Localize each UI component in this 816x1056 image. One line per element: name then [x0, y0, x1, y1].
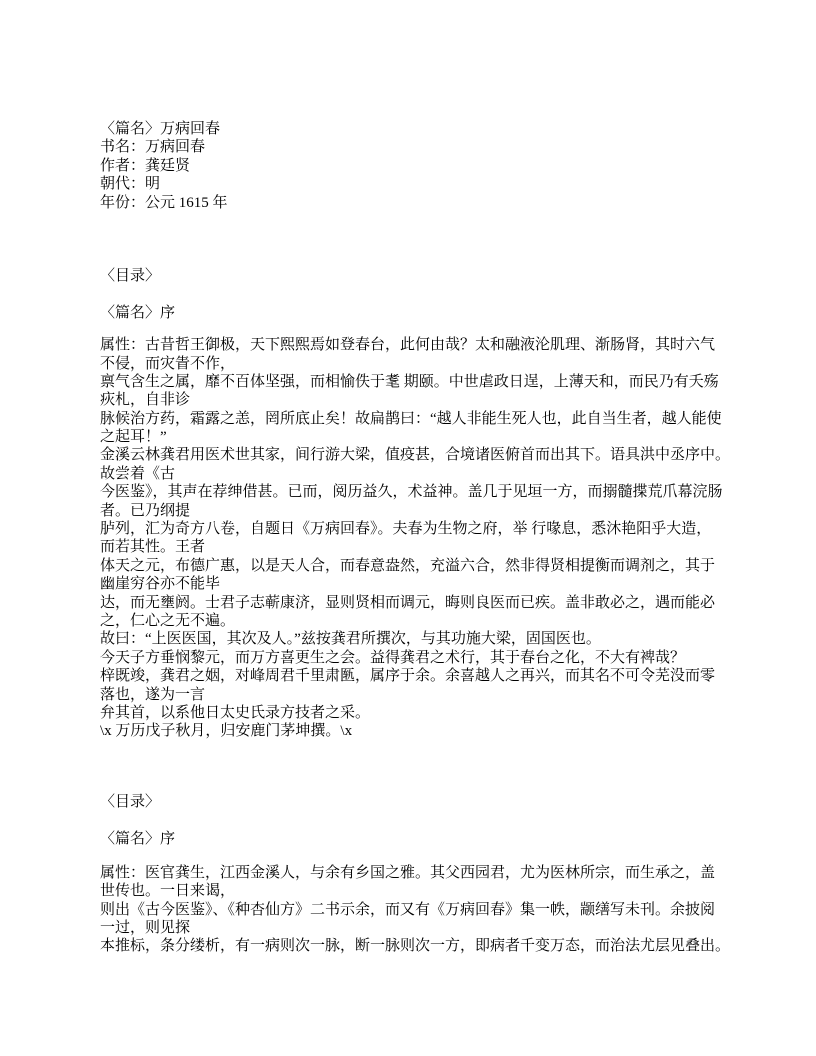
text-line: 弁其首，以系他日太史氏录方技者之采。 [100, 704, 371, 721]
text-line: 今医鉴》，其声在荐绅借甚。已而，阅历益久，术益神。盖几于见垣一方，而搦髓揲荒爪幕浣肠 [100, 484, 723, 501]
text-line: \x 万历戊子秋月，归安鹿门茅坤撰。\x [100, 723, 353, 740]
text-column [100, 120, 731, 956]
toc-marker-2: 〈目录〉 [100, 793, 161, 810]
toc-marker-1: 〈目录〉 [100, 267, 161, 284]
text-line: 世传也。一日来谒， [100, 883, 236, 900]
text-line: 则出《古今医鉴》、《种杏仙方》二书示余，而又有《万病回春》集一帙，颛缮写未刊。余披阅 [100, 901, 716, 918]
text-line: 而若其性。王者 [100, 539, 206, 556]
text-line: 脉候治方药，霜露之恙，罔所底止矣！故扁鹊曰：“越人非能生死人也，此自当生者，越人能使 [100, 410, 722, 427]
text-line: 胪列，汇为奇方八卷，自题日《万病回春》。夫春为生物之府，举 行喙息，悉沐艳阳乎大造， [100, 521, 712, 538]
text-line: 作者：龚廷贤 [100, 157, 191, 174]
text-line: 体天之元，布德广惠，以是天人合，而春意盎然，充溢六合，然非得贤相提衡而调剂之，其于 [100, 557, 716, 574]
text-line: 禀气含生之属，靡不百体坚强，而相愉佚于耄 期颐。中世虐政日逞，上薄天和，而民乃有夭殇 [100, 373, 719, 390]
text-line: 梓既竣，龚君之姻，对峰周君千里肃匦，属序于余。余喜越人之再兴，而其名不可令芜没而零 [100, 668, 716, 685]
text-line: 朝代：明 [100, 176, 161, 193]
text-line: 一过，则见探 [100, 920, 191, 937]
text-line: 属性：医官龚生，江西金溪人，与余有乡国之雅。其父西园君，尤为医林所宗，而生承之，盖 [100, 864, 716, 881]
text-line: 落也，遂为一言 [100, 686, 206, 703]
text-line: 金溪云林龚君用医术世其家，间行游大梁，值疫甚，合境诸医俯首而出其下。语具洪中丞序中。 [100, 447, 731, 464]
text-line: 故曰：“上医医国，其次及人。”兹按龚君所撰次，与其功施大梁，固国医也。 [100, 631, 601, 648]
text-line: 故尝着《古 [100, 465, 176, 482]
text-line: 不侵，而灾眚不作， [100, 355, 236, 372]
preface-paragraph-2 [100, 864, 731, 956]
text-line: 达，而无壅阏。士君子志蕲康济，显则贤相而调元，晦则良医而已疾。盖非敢必之，遇而能必 [100, 594, 716, 611]
preface-paragraph-1 [100, 336, 731, 741]
text-line: 本推标，条分缕析，有一病则次一脉，断一脉则次一方，即病者千变万态，而治法尤层见叠出。 [100, 938, 731, 955]
text-line: 〈篇名〉万病回春 [100, 121, 221, 137]
document-header-metadata [100, 120, 718, 212]
text-line: 今天子方垂悯黎元，而万方喜更生之会。益得龚君之术行，其于春台之化，不大有裨哉？ [100, 649, 686, 666]
text-line: 年份：公元 1615 年 [100, 194, 228, 211]
text-line: 者。已乃纲提 [100, 502, 191, 519]
section-title-2: 〈篇名〉序 [100, 830, 176, 847]
text-line: 幽崖穷谷亦不能毕 [100, 576, 221, 593]
text-line: 属性：古昔哲王御极，天下熙熙焉如登春台，此何由哉？太和融液沦肌理、渐肠肾，其时六气 [100, 337, 716, 354]
text-line: 之，仁心之无不遍。 [100, 612, 236, 629]
text-line: 疢札，自非诊 [100, 392, 191, 409]
section-title-1: 〈篇名〉序 [100, 304, 176, 321]
text-line: 书名：万病回春 [100, 139, 206, 156]
text-line: 之起耳！” [100, 429, 167, 446]
